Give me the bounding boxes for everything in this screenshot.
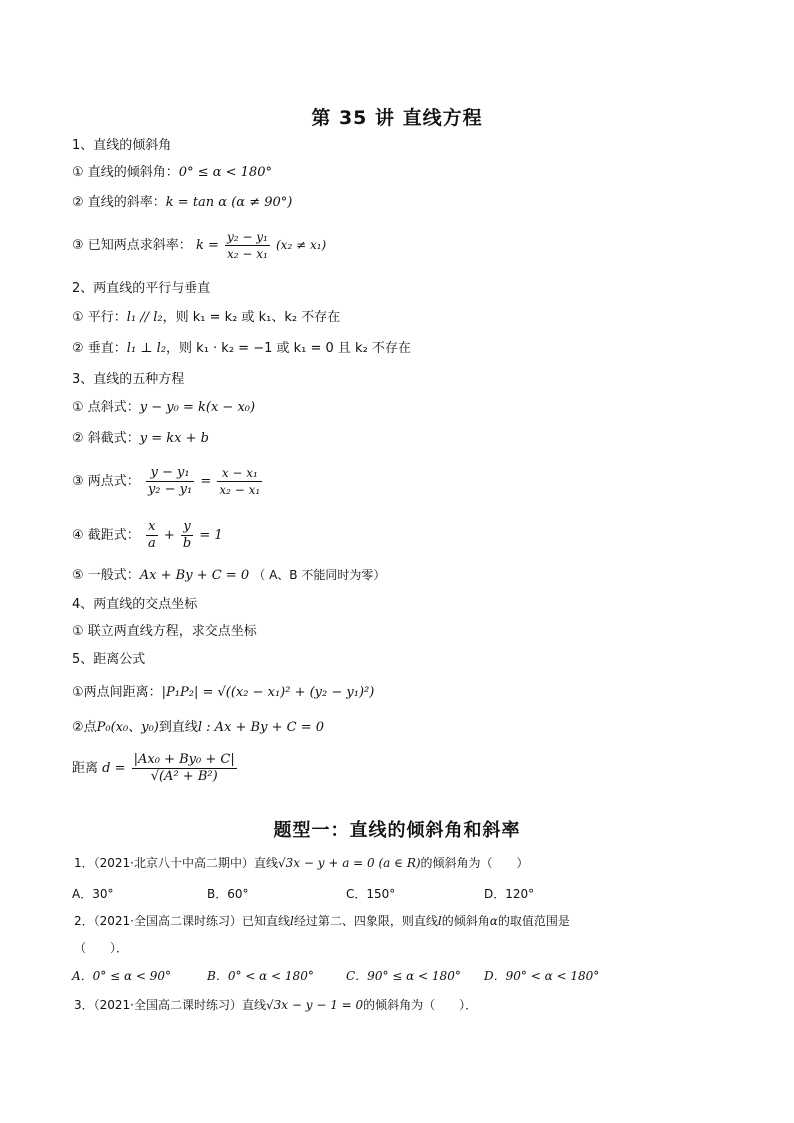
- fraction: [225, 229, 270, 262]
- option-b[interactable]: B．60°: [207, 887, 249, 901]
- denominator: x₂ − x₁: [219, 483, 261, 497]
- math: 0° ≤ α < 180°: [178, 165, 272, 180]
- math: l₁ // l₂: [126, 310, 163, 325]
- equals: =: [200, 474, 212, 489]
- condition: (x₂ ≠ x₁): [276, 238, 327, 252]
- label: ②点: [72, 720, 97, 735]
- math: l₁ ⊥ l₂: [126, 341, 167, 356]
- math: k =: [195, 238, 219, 253]
- numerator: y₂ − y₁: [226, 230, 268, 244]
- fraction-y-b: [181, 519, 193, 552]
- label: ① 直线的倾斜角：: [72, 165, 179, 180]
- stem: 3．（2021·全国高二课时练习）直线: [74, 998, 266, 1012]
- fraction-x-a: [146, 519, 158, 552]
- item-5-1: [72, 684, 374, 702]
- note: （ A、B 不能同时为零）: [253, 568, 386, 582]
- point: P₀(x₀、y₀): [96, 720, 159, 735]
- option-a[interactable]: A．0° ≤ α < 90°: [72, 969, 172, 983]
- label: ④ 截距式：: [72, 528, 140, 543]
- item-5-2: [72, 719, 324, 737]
- stem: 的倾斜角为（ ）: [420, 856, 529, 870]
- section-title: 题型一：直线的倾斜角和斜率: [273, 820, 521, 841]
- stem: 的倾斜角: [441, 914, 490, 928]
- stem: 的取值范围是: [497, 914, 570, 928]
- item-3-1: [72, 399, 255, 417]
- numerator: x: [146, 519, 158, 536]
- item-3-4: [72, 519, 223, 552]
- fraction-right: [217, 465, 262, 498]
- label: 距离: [72, 761, 99, 776]
- math: l: [290, 914, 294, 928]
- math: √3x − y − 1 = 0: [266, 998, 364, 1012]
- stem: 经过第二、四象限，则直线: [293, 914, 438, 928]
- option-c[interactable]: C．90° ≤ α < 180°: [346, 969, 461, 983]
- math: y − y₀ = k(x − x₀): [139, 400, 256, 415]
- math: y = kx + b: [139, 431, 209, 446]
- question-2: [74, 912, 570, 930]
- denominator: x₂ − x₁: [227, 247, 268, 261]
- math: d =: [102, 761, 126, 776]
- math: k = tan α (α ≠ 90°): [165, 195, 293, 210]
- label: ② 斜截式：: [72, 431, 140, 446]
- item-1-3: [72, 229, 326, 262]
- option-d[interactable]: D．90° < α < 180°: [484, 969, 600, 983]
- denominator: y₂ − y₁: [147, 482, 193, 497]
- item-1-2: [72, 194, 292, 212]
- item-2-1: [72, 309, 340, 327]
- numerator: x − x₁: [217, 465, 262, 482]
- plus: +: [163, 528, 175, 543]
- label: ② 垂直：: [72, 341, 127, 356]
- label: ③ 两点式：: [72, 474, 140, 489]
- label: ③ 已知两点求斜率：: [72, 238, 192, 253]
- distance-fraction: [132, 752, 237, 785]
- heading-2: 2、两直线的平行与垂直: [72, 281, 211, 296]
- stem: 1．（2021·北京八十中高二期中）直线: [74, 856, 278, 870]
- math: α: [489, 914, 498, 928]
- text: 到直线: [158, 720, 198, 735]
- heading-4: 4、两直线的交点坐标: [72, 597, 198, 612]
- question-2-line2: （ ）．: [74, 941, 129, 955]
- heading-3: 3、直线的五种方程: [72, 372, 185, 387]
- equals-one: = 1: [199, 528, 223, 543]
- denominator: √(A² + B²): [150, 769, 218, 784]
- question-1: [74, 854, 529, 872]
- item-3-2: [72, 430, 209, 448]
- heading-1: 1、直线的倾斜角: [72, 138, 172, 153]
- label: ①两点间距离：: [72, 685, 162, 700]
- item-2-2: [72, 340, 411, 358]
- line-equation: l : Ax + By + C = 0: [197, 720, 324, 735]
- label: ⑤ 一般式：: [72, 568, 140, 583]
- stem: 2．（2021·全国高二课时练习）已知直线: [74, 914, 290, 928]
- fraction-left: [146, 465, 194, 498]
- denominator: b: [182, 536, 192, 551]
- option-d[interactable]: D．120°: [484, 887, 535, 901]
- math: l: [437, 914, 442, 928]
- option-c[interactable]: C．150°: [346, 887, 396, 901]
- item-3-3: [72, 465, 264, 498]
- item-5-3: [72, 752, 239, 785]
- option-a[interactable]: A．30°: [72, 887, 114, 901]
- numerator: |Ax₀ + By₀ + C|: [133, 752, 235, 767]
- text: ，则 k₁ · k₂ = −1 或 k₁ = 0 且 k₂ 不存在: [166, 341, 411, 356]
- label: ① 平行：: [72, 310, 127, 325]
- item-3-5: [72, 566, 385, 585]
- item-4-1: ① 联立两直线方程，求交点坐标: [72, 624, 257, 639]
- heading-5: 5、距离公式: [72, 652, 146, 667]
- label: ② 直线的斜率：: [72, 195, 166, 210]
- numerator: y − y₁: [146, 465, 194, 482]
- math: |P₁P₂| = √((x₂ − x₁)² + (y₂ − y₁)²): [161, 685, 375, 700]
- item-1-1: [72, 164, 272, 182]
- numerator: y: [181, 519, 193, 536]
- question-3: [74, 996, 477, 1014]
- denominator: a: [147, 536, 156, 551]
- math: √3x − y + a = 0 (a ∈ R): [278, 856, 421, 870]
- stem: 的倾斜角为（ ）．: [363, 998, 478, 1012]
- math: Ax + By + C = 0: [139, 568, 250, 583]
- text: ，则 k₁ = k₂ 或 k₁、k₂ 不存在: [162, 310, 341, 325]
- option-b[interactable]: B．0° < α < 180°: [207, 969, 314, 983]
- label: ① 点斜式：: [72, 400, 140, 415]
- page-title: 第 35 讲 直线方程: [311, 107, 483, 129]
